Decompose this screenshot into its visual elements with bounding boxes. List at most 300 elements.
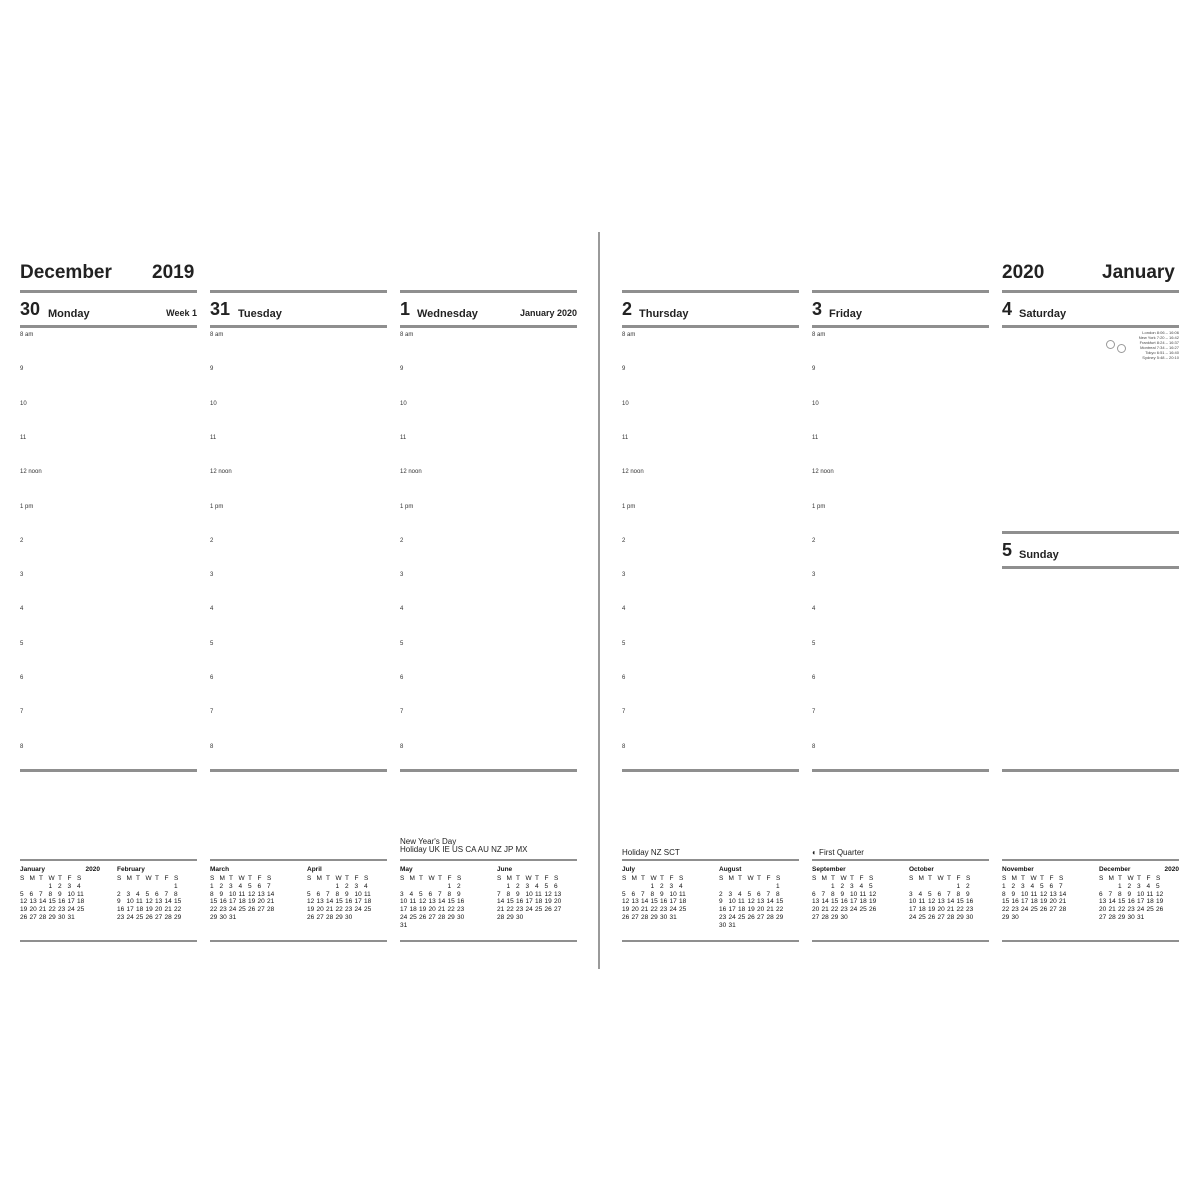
mini-day: 23 <box>840 906 848 914</box>
mini-day: 27 <box>316 913 324 921</box>
mini-month-name: April <box>307 866 322 873</box>
mini-day: 26 <box>307 913 315 921</box>
mini-day: 8 <box>831 890 835 898</box>
mini-day: 18 <box>738 906 746 914</box>
weekday-letter: T <box>928 875 932 882</box>
mini-day: 22 <box>831 906 839 914</box>
mini-day: 1 <box>956 882 961 890</box>
page-gutter <box>598 232 600 969</box>
weekend-rule <box>1002 859 1179 861</box>
weekday-letter: M <box>219 875 225 882</box>
hour-label: 12 noon <box>812 469 834 476</box>
timezone-entry: Montreal 7:34 – 16:27 <box>1140 345 1179 350</box>
mini-day: 15 <box>1118 898 1126 906</box>
weekday-letter: T <box>326 875 330 882</box>
mini-day: 4 <box>859 882 864 890</box>
day-note: January 2020 <box>519 308 577 318</box>
hour-label: 2 <box>812 537 816 544</box>
mini-day: 27 <box>257 906 265 914</box>
hour-label: 7 <box>812 709 816 716</box>
mini-day: 25 <box>918 913 926 921</box>
mini-day: 8 <box>1002 890 1006 898</box>
mini-day: 20 <box>155 906 163 914</box>
weekday-letter: M <box>126 875 132 882</box>
mini-calendar-month <box>812 866 892 875</box>
hour-label: 1 pm <box>622 503 636 510</box>
mini-day: 28 <box>39 913 47 921</box>
mini-day: 6 <box>812 890 816 898</box>
mini-day: 23 <box>457 906 465 914</box>
mini-day <box>641 883 651 891</box>
mini-day: 25 <box>859 906 867 914</box>
mini-day: 18 <box>238 898 246 906</box>
mini-calendar <box>812 866 892 922</box>
mini-day: 12 <box>419 898 427 906</box>
page-bottom-rule <box>812 940 989 942</box>
hour-label: 6 <box>210 675 214 681</box>
mini-day: 19 <box>544 898 552 906</box>
hour-label: 9 <box>20 366 24 373</box>
mini-day: 24 <box>126 913 134 921</box>
mini-day: 18 <box>364 898 372 906</box>
mini-month-name: February <box>117 866 145 873</box>
weekday-letter: M <box>316 875 322 882</box>
weekday-letter: F <box>956 875 961 882</box>
mini-day: 23 <box>966 906 974 914</box>
day-note: Week 1 <box>166 308 197 318</box>
hour-label: 1 pm <box>812 503 826 510</box>
weekday-letter: T <box>1021 875 1025 882</box>
mini-day: 2 <box>840 882 845 890</box>
mini-day: 27 <box>29 913 37 921</box>
mini-day: 3 <box>728 890 733 898</box>
mini-day <box>165 883 175 891</box>
weekday-letter: W <box>1030 875 1037 882</box>
mini-day: 8 <box>174 890 178 898</box>
right-month-title: January <box>1102 262 1175 283</box>
day-name: Sunday <box>1019 549 1059 561</box>
mini-day: 18 <box>1030 898 1038 906</box>
mini-day: 26 <box>869 906 877 914</box>
mini-day: 1 <box>1002 882 1006 890</box>
hour-label: 11 <box>210 434 217 441</box>
mini-day: 16 <box>219 898 227 906</box>
page-bottom-rule <box>1002 940 1179 942</box>
weekday-letter: M <box>1011 875 1017 882</box>
mini-day: 3 <box>850 882 854 890</box>
mini-day: 11 <box>1030 890 1038 898</box>
hour-label: 4 <box>812 606 816 613</box>
holiday-note: Holiday NZ SCT <box>622 848 680 857</box>
mini-day: 7 <box>1108 890 1113 898</box>
mini-day <box>20 883 30 891</box>
day-column[interactable] <box>1002 531 1179 569</box>
hour-label: 11 <box>622 434 629 441</box>
mini-day: 10 <box>909 898 917 906</box>
mini-day: 17 <box>728 906 736 914</box>
mini-day: 7 <box>1059 882 1063 890</box>
mini-day: 24 <box>728 913 736 921</box>
mini-day: 10 <box>669 890 677 898</box>
mini-day: 28 <box>766 913 774 921</box>
mini-day: 13 <box>812 898 820 906</box>
weekday-letter: W <box>937 875 944 882</box>
mini-day: 21 <box>267 898 275 906</box>
hour-label: 6 <box>400 675 404 681</box>
mini-day: 8 <box>1118 890 1122 898</box>
mini-day <box>438 883 448 891</box>
evening-rule <box>210 769 387 772</box>
mini-day <box>850 914 860 922</box>
mini-day: 2 <box>966 882 970 890</box>
mini-day: 4 <box>1146 882 1151 890</box>
page-bottom-rule <box>210 940 387 942</box>
mini-day: 13 <box>29 898 37 906</box>
mini-day: 9 <box>840 890 845 898</box>
day-number: 3 <box>812 299 823 319</box>
mini-day: 22 <box>48 906 56 914</box>
mini-day: 25 <box>535 906 543 914</box>
mini-day: 6 <box>1049 882 1054 890</box>
mini-calendar <box>1002 866 1082 922</box>
mini-day <box>307 883 317 891</box>
mini-calendar-month <box>400 866 480 875</box>
mini-day: 21 <box>1108 906 1116 914</box>
mini-day: 15 <box>776 898 784 906</box>
hour-label: 1 pm <box>20 503 34 510</box>
mini-day: 30 <box>966 913 974 921</box>
mini-day: 29 <box>1118 913 1126 921</box>
weekday-letter: S <box>554 875 559 882</box>
mini-day: 28 <box>1059 906 1067 914</box>
mini-day: 31 <box>229 913 237 921</box>
mini-day <box>457 922 467 930</box>
mini-day: 30 <box>719 921 727 929</box>
mini-day: 7 <box>326 890 330 898</box>
weekday-letter: S <box>1156 875 1161 882</box>
weekday-letter: F <box>164 875 169 882</box>
mini-calendar-month <box>1099 866 1179 875</box>
mini-day: 21 <box>821 906 829 914</box>
weekday-letter: S <box>622 875 627 882</box>
day-column[interactable] <box>210 290 387 328</box>
mini-day: 2 <box>1127 882 1132 890</box>
mini-day: 26 <box>1040 906 1048 914</box>
mini-day: 4 <box>535 882 539 890</box>
mini-day: 9 <box>1127 890 1132 898</box>
mini-day: 19 <box>20 906 28 914</box>
mini-day: 9 <box>219 890 224 898</box>
mini-day: 25 <box>136 913 144 921</box>
hour-label: 5 <box>400 640 404 647</box>
mini-day <box>77 914 87 922</box>
day-name: Monday <box>48 308 90 320</box>
mini-day: 5 <box>869 882 873 890</box>
mini-day <box>554 914 564 922</box>
mini-day: 5 <box>928 890 932 898</box>
mini-day: 27 <box>757 913 765 921</box>
mini-day: 7 <box>766 890 771 898</box>
hour-label: 10 <box>20 400 27 407</box>
mini-day <box>860 914 870 922</box>
mini-day: 19 <box>1040 898 1048 906</box>
mini-day: 13 <box>257 890 265 898</box>
weekday-letter: S <box>117 875 122 882</box>
mini-day: 12 <box>1040 890 1048 898</box>
mini-day: 20 <box>757 906 765 914</box>
mini-day: 27 <box>554 906 562 914</box>
mini-day <box>410 883 420 891</box>
weekday-letter: S <box>1059 875 1064 882</box>
weekday-letter: S <box>679 875 684 882</box>
mini-day: 31 <box>669 913 677 921</box>
mini-day: 5 <box>1040 882 1044 890</box>
weekday-letter: T <box>738 875 742 882</box>
mini-day: 19 <box>307 906 315 914</box>
mini-day: 28 <box>326 913 334 921</box>
mini-day <box>812 883 822 891</box>
mini-day <box>258 914 268 922</box>
day-column[interactable] <box>1002 290 1179 328</box>
mini-day: 28 <box>821 913 829 921</box>
mini-day: 10 <box>850 890 858 898</box>
mini-day: 11 <box>409 898 417 906</box>
hour-label: 8 <box>812 743 816 750</box>
mini-day <box>1109 883 1119 891</box>
mini-day <box>1021 914 1031 922</box>
mini-day: 14 <box>947 898 955 906</box>
mini-day <box>947 883 957 891</box>
mini-day: 13 <box>631 898 639 906</box>
hour-label: 4 <box>400 606 404 613</box>
mini-day: 30 <box>1127 913 1135 921</box>
hour-label: 8 <box>210 743 214 750</box>
weekday-letter: S <box>267 875 272 882</box>
timezone-entry: Tokyo 6:51 – 16:40 <box>1145 350 1179 355</box>
mini-day: 1 <box>174 882 178 890</box>
mini-day: 14 <box>497 898 505 906</box>
day-column[interactable] <box>20 290 197 328</box>
mini-day: 19 <box>419 906 427 914</box>
hour-label: 10 <box>400 400 407 407</box>
mini-day <box>767 883 777 891</box>
weekday-letter: T <box>516 875 520 882</box>
mini-day: 5 <box>622 890 626 898</box>
mini-day: 6 <box>631 890 636 898</box>
weekday-letter: W <box>428 875 435 882</box>
weekday-letter: T <box>155 875 159 882</box>
calendar-top-rule <box>20 859 197 861</box>
hour-label: 5 <box>622 640 626 647</box>
mini-day: 10 <box>126 898 134 906</box>
weekday-letter: W <box>335 875 342 882</box>
mini-day <box>1147 914 1157 922</box>
mini-day: 30 <box>219 913 227 921</box>
page-bottom-rule <box>20 940 197 942</box>
mini-day: 8 <box>48 890 53 898</box>
mini-day: 24 <box>850 906 858 914</box>
mini-day <box>719 883 729 891</box>
hour-label: 12 noon <box>400 469 422 476</box>
mini-calendar <box>497 866 577 922</box>
mini-day: 29 <box>335 913 343 921</box>
hour-label: 4 <box>622 606 626 613</box>
hour-label: 6 <box>20 675 24 681</box>
hour-label: 3 <box>210 572 214 579</box>
mini-calendar <box>117 866 197 922</box>
day-header-rule <box>1002 325 1179 328</box>
mini-day: 5 <box>1156 882 1160 890</box>
mini-day: 27 <box>155 913 163 921</box>
mini-day: 26 <box>544 906 552 914</box>
day-column[interactable] <box>812 290 989 328</box>
mini-day: 2 <box>457 882 461 890</box>
mini-day: 14 <box>326 898 334 906</box>
mini-day: 2 <box>660 882 664 890</box>
mini-day: 18 <box>77 898 85 906</box>
mini-day: 12 <box>1156 890 1164 898</box>
hour-label: 2 <box>622 537 626 544</box>
mini-day: 28 <box>497 913 505 921</box>
mini-day: 16 <box>516 898 524 906</box>
mini-day: 19 <box>248 898 256 906</box>
mini-month-name: October <box>909 866 934 873</box>
mini-day <box>267 914 277 922</box>
mini-day <box>738 883 748 891</box>
weekday-letter: F <box>669 875 674 882</box>
mini-day: 10 <box>354 890 362 898</box>
mini-day: 31 <box>1137 913 1145 921</box>
mini-day: 25 <box>1146 906 1154 914</box>
hour-label: 8 <box>20 743 24 750</box>
hour-label: 2 <box>20 537 24 544</box>
mini-calendar-month <box>497 866 577 875</box>
weekday-letter: W <box>525 875 532 882</box>
mini-day: 4 <box>918 890 923 898</box>
weekday-letter: S <box>719 875 724 882</box>
weekday-letter: F <box>354 875 359 882</box>
weekday-letter: F <box>67 875 72 882</box>
mini-day: 6 <box>937 890 942 898</box>
mini-day <box>938 883 948 891</box>
weekday-letter: W <box>238 875 245 882</box>
mini-day <box>757 922 767 930</box>
mini-day <box>419 922 429 930</box>
mini-day: 11 <box>77 890 84 898</box>
mini-day: 23 <box>516 906 524 914</box>
weekday-letter: W <box>1127 875 1134 882</box>
mini-day <box>526 914 536 922</box>
weekday-letter: M <box>409 875 415 882</box>
hour-label: 5 <box>812 640 816 647</box>
day-name: Thursday <box>639 308 689 320</box>
mini-day: 16 <box>660 898 668 906</box>
mini-calendar <box>400 866 480 930</box>
mini-day: 25 <box>1030 906 1038 914</box>
holiday-note: Holiday UK IE US CA AU NZ JP MX <box>400 845 528 854</box>
mini-day: 23 <box>219 906 227 914</box>
mini-day: 13 <box>1099 898 1107 906</box>
mini-day: 29 <box>210 913 218 921</box>
mini-day: 29 <box>506 913 514 921</box>
mini-day: 30 <box>516 913 524 921</box>
mini-calendar <box>909 866 989 922</box>
page-bottom-rule <box>400 940 577 942</box>
mini-day: 2 <box>58 882 62 890</box>
mini-day: 13 <box>554 890 562 898</box>
mini-calendar <box>307 866 387 922</box>
mini-day: 19 <box>928 906 936 914</box>
day-name: Saturday <box>1019 308 1067 320</box>
mini-day: 14 <box>766 898 774 906</box>
mini-day: 28 <box>947 913 955 921</box>
mini-day: 23 <box>719 913 727 921</box>
day-column[interactable] <box>400 290 577 328</box>
mini-day: 27 <box>1049 906 1057 914</box>
mini-day: 22 <box>506 906 514 914</box>
timezone-entry: London 8:06 – 16:06 <box>1142 330 1179 335</box>
weekday-letter: T <box>1040 875 1044 882</box>
hour-label: 6 <box>622 675 626 681</box>
day-column[interactable] <box>622 290 799 328</box>
page-bottom-rule <box>622 940 799 942</box>
mini-day: 8 <box>447 890 452 898</box>
mini-day: 19 <box>1156 898 1164 906</box>
mini-day: 5 <box>248 882 252 890</box>
weekday-letter: T <box>660 875 664 882</box>
mini-day: 6 <box>257 882 262 890</box>
calendar-top-rule <box>622 859 799 861</box>
mini-day: 8 <box>506 890 511 898</box>
mini-day: 30 <box>660 913 668 921</box>
mini-day: 18 <box>535 898 543 906</box>
mini-day: 21 <box>1059 898 1067 906</box>
day-name: Friday <box>829 308 863 320</box>
mini-day: 20 <box>1049 898 1057 906</box>
mini-day: 12 <box>307 898 315 906</box>
weekday-letter: M <box>29 875 35 882</box>
mini-day: 26 <box>1156 906 1164 914</box>
mini-day: 1 <box>831 882 835 890</box>
mini-day: 9 <box>719 898 723 906</box>
mini-day <box>928 883 938 891</box>
weekday-letter: W <box>840 875 847 882</box>
mini-day: 29 <box>831 913 839 921</box>
hour-label: 7 <box>210 709 214 716</box>
mini-day: 7 <box>947 890 951 898</box>
mini-day: 17 <box>126 906 134 914</box>
mini-day: 13 <box>937 898 945 906</box>
mini-day: 13 <box>155 898 163 906</box>
calendar-top-rule <box>400 859 577 861</box>
mini-day: 2 <box>719 890 723 898</box>
mini-day: 7 <box>497 890 501 898</box>
hour-label: 9 <box>812 366 816 373</box>
mini-day: 24 <box>1137 906 1145 914</box>
mini-day: 1 <box>506 882 511 890</box>
mini-day: 3 <box>229 882 233 890</box>
day-number: 1 <box>400 299 411 319</box>
mini-day: 4 <box>238 882 243 890</box>
mini-day <box>429 922 439 930</box>
mini-day: 15 <box>174 898 182 906</box>
hour-label: 9 <box>622 366 626 373</box>
mini-day: 7 <box>641 890 645 898</box>
mini-day: 5 <box>544 882 549 890</box>
mini-day: 10 <box>728 898 736 906</box>
mini-day: 12 <box>544 890 552 898</box>
mini-day: 25 <box>738 913 746 921</box>
